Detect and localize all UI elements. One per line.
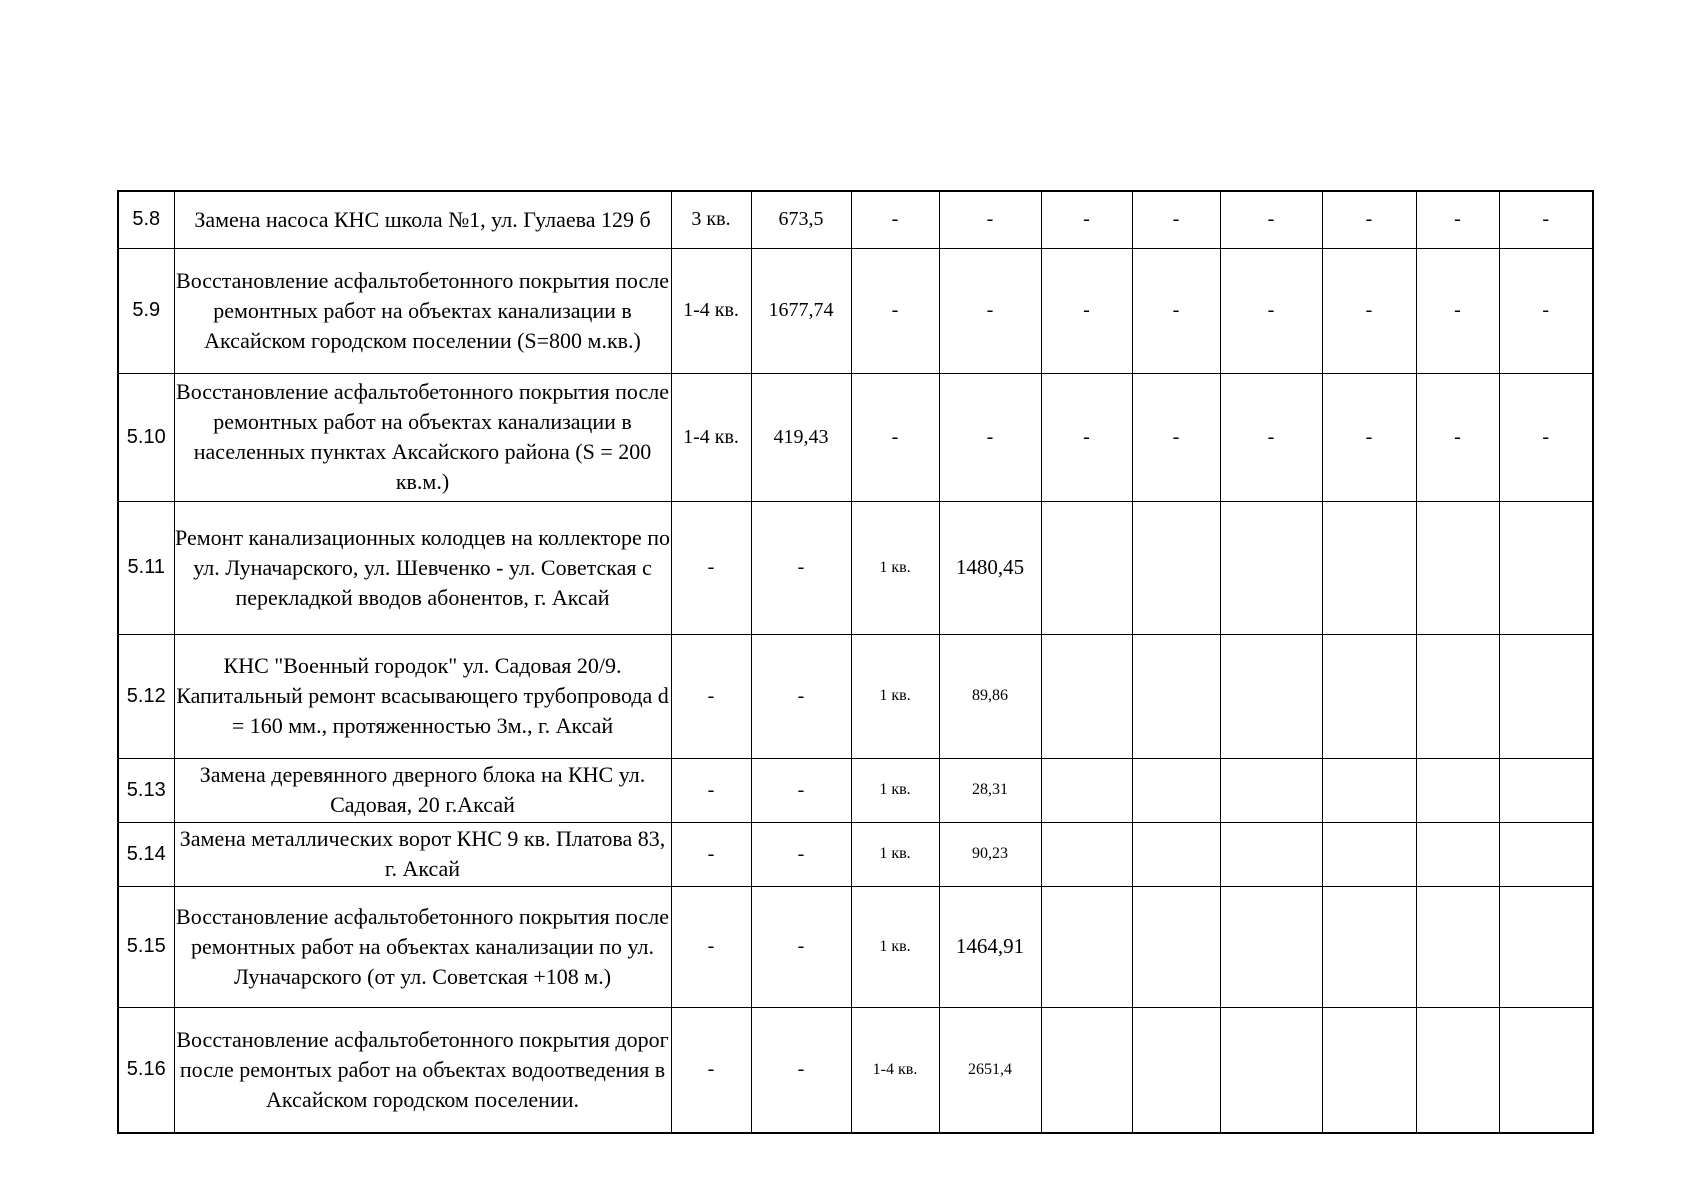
period-cell: 1-4 кв. <box>671 248 751 373</box>
period-cell: 1 кв. <box>851 758 939 822</box>
period-cell: 1 кв. <box>851 501 939 634</box>
value-cell <box>1322 634 1416 758</box>
value-cell <box>1132 1007 1220 1133</box>
value-cell: - <box>1322 191 1416 248</box>
value-cell <box>1041 822 1132 886</box>
amount-cell: 1677,74 <box>751 248 851 373</box>
value-cell <box>1499 1007 1593 1133</box>
value-cell <box>1041 758 1132 822</box>
value-cell <box>1322 1007 1416 1133</box>
period-cell: 1 кв. <box>851 634 939 758</box>
row-number: 5.8 <box>118 191 174 248</box>
period-cell: - <box>851 248 939 373</box>
work-description: Замена металлических ворот КНС 9 кв. Платова 83, г. Аксай <box>174 822 671 886</box>
value-cell: - <box>1499 191 1593 248</box>
row-number: 5.9 <box>118 248 174 373</box>
amount-cell: 28,31 <box>939 758 1041 822</box>
table-row <box>118 886 1593 1007</box>
amount-cell: - <box>939 373 1041 501</box>
value-cell <box>1220 822 1322 886</box>
row-number: 5.10 <box>118 373 174 501</box>
value-cell <box>1041 886 1132 1007</box>
table-row <box>118 191 1593 248</box>
amount-cell: - <box>751 634 851 758</box>
period-cell: - <box>671 634 751 758</box>
amount-cell: - <box>939 191 1041 248</box>
value-cell: - <box>1499 248 1593 373</box>
value-cell: - <box>1220 373 1322 501</box>
table-row <box>118 822 1593 886</box>
value-cell: - <box>1041 373 1132 501</box>
period-cell: 1-4 кв. <box>851 1007 939 1133</box>
row-number: 5.15 <box>118 886 174 1007</box>
work-description: Восстановление асфальтобетонного покрытия после ремонтных работ на объектах канализации по ул. Луначарского (от ул. Советская +108 м.) <box>174 886 671 1007</box>
value-cell: - <box>1416 248 1499 373</box>
value-cell: - <box>1132 191 1220 248</box>
value-cell <box>1132 886 1220 1007</box>
table-row <box>118 634 1593 758</box>
work-description: Восстановление асфальтобетонного покрытия после ремонтных работ на объектах канализации в Аксайском городском поселении (S=800 м.кв.) <box>174 248 671 373</box>
row-number: 5.14 <box>118 822 174 886</box>
value-cell <box>1416 1007 1499 1133</box>
amount-cell: - <box>751 886 851 1007</box>
value-cell <box>1322 822 1416 886</box>
period-cell: 1-4 кв. <box>671 373 751 501</box>
work-description: Восстановление асфальтобетонного покрытия после ремонтных работ на объектах канализации в населенных пунктах Аксайского района (S = 200 кв.м.) <box>174 373 671 501</box>
row-number: 5.16 <box>118 1007 174 1133</box>
value-cell <box>1322 501 1416 634</box>
value-cell <box>1416 886 1499 1007</box>
table-row <box>118 1007 1593 1133</box>
amount-cell: 673,5 <box>751 191 851 248</box>
period-cell: - <box>671 758 751 822</box>
value-cell <box>1499 886 1593 1007</box>
value-cell <box>1499 822 1593 886</box>
work-description: Замена насоса КНС школа №1, ул. Гулаева 129 б <box>174 191 671 248</box>
table-row <box>118 501 1593 634</box>
value-cell: - <box>1041 191 1132 248</box>
work-description: Восстановление асфальтобетонного покрытия дорог после ремонтых работ на объектах водоотведения в Аксайском городском поселении. <box>174 1007 671 1133</box>
amount-cell: - <box>751 758 851 822</box>
period-cell: 1 кв. <box>851 822 939 886</box>
table-row <box>118 248 1593 373</box>
amount-cell: 1480,45 <box>939 501 1041 634</box>
value-cell <box>1499 634 1593 758</box>
value-cell: - <box>1220 248 1322 373</box>
value-cell <box>1132 634 1220 758</box>
value-cell: - <box>1416 191 1499 248</box>
value-cell: - <box>1322 373 1416 501</box>
works-table <box>117 190 1594 1134</box>
row-number: 5.12 <box>118 634 174 758</box>
value-cell <box>1132 822 1220 886</box>
amount-cell: - <box>751 501 851 634</box>
period-cell: - <box>671 501 751 634</box>
value-cell <box>1416 501 1499 634</box>
table-row <box>118 758 1593 822</box>
value-cell: - <box>1416 373 1499 501</box>
value-cell <box>1220 758 1322 822</box>
value-cell: - <box>1041 248 1132 373</box>
value-cell <box>1220 886 1322 1007</box>
row-number: 5.11 <box>118 501 174 634</box>
value-cell: - <box>1499 373 1593 501</box>
value-cell: - <box>1220 191 1322 248</box>
amount-cell: 419,43 <box>751 373 851 501</box>
table-body <box>118 191 1593 1133</box>
row-number: 5.13 <box>118 758 174 822</box>
value-cell: - <box>1132 248 1220 373</box>
amount-cell: 90,23 <box>939 822 1041 886</box>
value-cell <box>1322 886 1416 1007</box>
amount-cell: 2651,4 <box>939 1007 1041 1133</box>
amount-cell: - <box>939 248 1041 373</box>
value-cell <box>1416 634 1499 758</box>
work-description: КНС "Военный городок" ул. Садовая 20/9. Капитальный ремонт всасывающего трубопровода d = 160 мм., протяженностью 3м., г. Аксай <box>174 634 671 758</box>
value-cell <box>1132 758 1220 822</box>
work-description: Ремонт канализационных колодцев на коллекторе по ул. Луначарского, ул. Шевченко - ул. Советская с перекладкой вводов абонентов, г. Аксай <box>174 501 671 634</box>
value-cell <box>1041 501 1132 634</box>
value-cell <box>1499 758 1593 822</box>
work-description: Замена деревянного дверного блока на КНС ул. Садовая, 20 г.Аксай <box>174 758 671 822</box>
period-cell: - <box>671 886 751 1007</box>
amount-cell: - <box>751 822 851 886</box>
period-cell: - <box>671 822 751 886</box>
period-cell: - <box>851 191 939 248</box>
value-cell: - <box>1322 248 1416 373</box>
value-cell <box>1416 822 1499 886</box>
value-cell <box>1220 1007 1322 1133</box>
amount-cell: 1464,91 <box>939 886 1041 1007</box>
period-cell: 3 кв. <box>671 191 751 248</box>
period-cell: - <box>851 373 939 501</box>
value-cell <box>1499 501 1593 634</box>
value-cell <box>1132 501 1220 634</box>
value-cell <box>1322 758 1416 822</box>
period-cell: - <box>671 1007 751 1133</box>
value-cell <box>1220 634 1322 758</box>
value-cell <box>1041 1007 1132 1133</box>
value-cell: - <box>1132 373 1220 501</box>
value-cell <box>1041 634 1132 758</box>
amount-cell: - <box>751 1007 851 1133</box>
value-cell <box>1416 758 1499 822</box>
table-row <box>118 373 1593 501</box>
value-cell <box>1220 501 1322 634</box>
amount-cell: 89,86 <box>939 634 1041 758</box>
period-cell: 1 кв. <box>851 886 939 1007</box>
